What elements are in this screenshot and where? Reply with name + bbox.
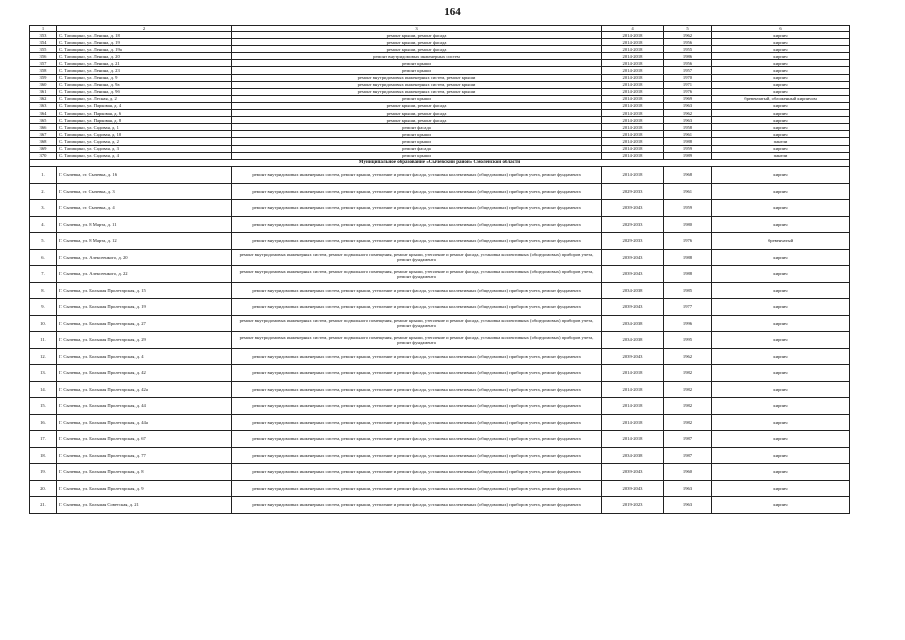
cell-work-list: ремонт крыши [232, 60, 602, 67]
cell-repair-period: 2039-2043 [602, 299, 664, 316]
cell-row-number: 6. [30, 249, 57, 266]
cell-row-number: 17. [30, 431, 57, 448]
cell-build-year: 1971 [664, 81, 712, 88]
cell-address: С. Тапищино, ул. Ленина, д. 21 [57, 60, 232, 67]
cell-work-list: ремонт внутридомовых инженерных систем, ремонт крыши, утепление и ремонт фасада, установка коллективных (общедомовых) приборов учета, ремонт фундамента [232, 233, 602, 250]
cell-row-number: 353 [30, 32, 57, 39]
cell-row-number: 9. [30, 299, 57, 316]
cell-repair-period: 2034-2038 [602, 315, 664, 332]
cell-build-year: 1986 [664, 53, 712, 60]
cell-work-list: ремонт внутридомовых инженерных систем, ремонт подвального помещения, ремонт крыши, утепление и ремонт фасада, установка коллективных (общедомовых) приборов учета, ремонт фундамента [232, 266, 602, 283]
cell-address: Г. Сычевка, ул. Большая Пролетарская, д. 42 [57, 365, 232, 382]
cell-address: С. Тапищино, ул. Ленина, д. 9б [57, 88, 232, 95]
cell-row-number: 11. [30, 332, 57, 349]
cell-repair-period: 2014-2018 [602, 39, 664, 46]
cell-address: С. Тапищино, ул. Садовая, д. 1 [57, 124, 232, 131]
cell-row-number: 360 [30, 81, 57, 88]
cell-address: С. Тапищино, ул. Ленина, д. 20 [57, 53, 232, 60]
cell-repair-period: 2014-2018 [602, 32, 664, 39]
cell-repair-period: 2014-2018 [602, 152, 664, 159]
cell-repair-period: 2014-2018 [602, 167, 664, 184]
table-row [30, 53, 850, 60]
cell-row-number: 13. [30, 365, 57, 382]
cell-address: С. Тапищино, ул. Парковая, д. 4 [57, 102, 232, 109]
table-row [30, 299, 850, 316]
table-row [30, 266, 850, 283]
cell-wall-material: кирпич [712, 53, 850, 60]
cell-row-number: 358 [30, 67, 57, 74]
cell-repair-period: 2014-2018 [602, 398, 664, 415]
cell-row-number: 363 [30, 102, 57, 109]
table-row [30, 431, 850, 448]
cell-wall-material: кирпич [712, 167, 850, 184]
cell-work-list: ремонт крыши [232, 152, 602, 159]
cell-row-number: 12. [30, 348, 57, 365]
cell-row-number: 10. [30, 315, 57, 332]
cell-address: С. Тапищино, ул. Ленина, д. 23 [57, 67, 232, 74]
cell-wall-material: кирпич [712, 145, 850, 152]
cell-address: Г. Сычевка, ул. Большая Пролетарская, д. 9 [57, 480, 232, 497]
cell-repair-period: 2014-2018 [602, 365, 664, 382]
cell-work-list: ремонт крыши, ремонт фасада [232, 110, 602, 117]
table-row [30, 74, 850, 81]
cell-address: Г. Сычевка, ул. Большая Пролетарская, д. 29 [57, 332, 232, 349]
cell-work-list: ремонт внутридомовых инженерных систем, ремонт крыши, утепление и ремонт фасада, установка коллективных (общедомовых) приборов учета, ремонт фундамента [232, 447, 602, 464]
cell-repair-period: 2014-2018 [602, 145, 664, 152]
cell-build-year: 1956 [664, 39, 712, 46]
cell-wall-material: кирпич [712, 365, 850, 382]
cell-work-list: ремонт крыши [232, 138, 602, 145]
cell-work-list: ремонт внутридомовых инженерных систем, ремонт крыши, утепление и ремонт фасада, установка коллективных (общедомовых) приборов учета, ремонт фундамента [232, 200, 602, 217]
cell-build-year: 1988 [664, 249, 712, 266]
cell-address: Г. Сычевка, ул. Большая Пролетарская, д. 27 [57, 315, 232, 332]
cell-build-year: 1987 [664, 431, 712, 448]
table-row [30, 167, 850, 184]
cell-repair-period: 2039-2043 [602, 480, 664, 497]
table-row [30, 110, 850, 117]
cell-work-list: ремонт крыши [232, 95, 602, 102]
cell-row-number: 20. [30, 480, 57, 497]
cell-build-year: 1977 [664, 299, 712, 316]
cell-wall-material: кирпич [712, 480, 850, 497]
cell-build-year: 1958 [664, 124, 712, 131]
cell-work-list: ремонт фасада [232, 145, 602, 152]
cell-wall-material: кирпич [712, 39, 850, 46]
cell-build-year: 1963 [664, 117, 712, 124]
cell-wall-material: 6 [712, 26, 850, 32]
cell-work-list: ремонт внутридомовых инженерных систем, ремонт крыши, утепление и ремонт фасада, установка коллективных (общедомовых) приборов учета, ремонт фундамента [232, 348, 602, 365]
cell-row-number: 365 [30, 117, 57, 124]
cell-row-number: 369 [30, 145, 57, 152]
cell-row-number: 355 [30, 46, 57, 53]
cell-row-number: 15. [30, 398, 57, 415]
cell-repair-period: 2034-2038 [602, 282, 664, 299]
table-row [30, 398, 850, 415]
table-row [30, 46, 850, 53]
cell-row-number: 364 [30, 110, 57, 117]
cell-wall-material: панели [712, 138, 850, 145]
cell-repair-period: 2014-2018 [602, 60, 664, 67]
cell-row-number: 2. [30, 183, 57, 200]
cell-work-list: ремонт внутридомовых инженерных систем, ремонт крыши, утепление и ремонт фасада, установка коллективных (общедомовых) приборов учета, ремонт фундамента [232, 282, 602, 299]
table-row [30, 39, 850, 46]
cell-work-list: ремонт внутридомовых инженерных систем, ремонт крыши, утепление и ремонт фасада, установка коллективных (общедомовых) приборов учета, ремонт фундамента [232, 497, 602, 514]
cell-wall-material: кирпич [712, 60, 850, 67]
cell-address: С. Тапищино, ул. Садовая, д. 4 [57, 152, 232, 159]
cell-build-year: 1976 [664, 233, 712, 250]
cell-work-list: ремонт крыши [232, 67, 602, 74]
cell-work-list: ремонт крыши, ремонт фасада [232, 46, 602, 53]
cell-row-number: 356 [30, 53, 57, 60]
cell-address: Г. Сычевка, ст. Сычевка, д. 4 [57, 200, 232, 217]
cell-work-list: ремонт крыши, ремонт фасада [232, 32, 602, 39]
cell-wall-material: кирпич [712, 102, 850, 109]
section-header-row [30, 159, 850, 167]
cell-wall-material: кирпич [712, 124, 850, 131]
cell-build-year: 1996 [664, 315, 712, 332]
table-row [30, 88, 850, 95]
table-row [30, 124, 850, 131]
cell-repair-period: 2039-2043 [602, 266, 664, 283]
cell-build-year: 1961 [664, 183, 712, 200]
cell-repair-period: 2019-2023 [602, 497, 664, 514]
table-row [30, 183, 850, 200]
registry-table [29, 25, 850, 514]
cell-repair-period: 2014-2018 [602, 74, 664, 81]
cell-row-number: 18. [30, 447, 57, 464]
cell-wall-material: кирпич [712, 200, 850, 217]
cell-address: Г. Сычевка, ул. 8 Марта, д. 11 [57, 216, 232, 233]
page-number: 164 [444, 6, 461, 18]
cell-address: Г. Сычевка, ул. Большая Советская, д. 21 [57, 497, 232, 514]
cell-row-number: 368 [30, 138, 57, 145]
cell-build-year: 1995 [664, 332, 712, 349]
cell-work-list: ремонт крыши, ремонт фасада [232, 39, 602, 46]
cell-work-list: ремонт внутридомовых инженерных систем, ремонт крыши, утепление и ремонт фасада, установка коллективных (общедомовых) приборов учета, ремонт фундамента [232, 167, 602, 184]
cell-build-year: 1955 [664, 46, 712, 53]
cell-repair-period: 2014-2018 [602, 95, 664, 102]
cell-row-number: 367 [30, 131, 57, 138]
cell-repair-period: 2039-2043 [602, 464, 664, 481]
cell-wall-material: кирпич [712, 131, 850, 138]
cell-wall-material: кирпич [712, 88, 850, 95]
cell-address: С. Тапищино, ул. Ленина, д. 9а [57, 81, 232, 88]
cell-address: С. Тапищино, ул. Садовая, д. 3 [57, 145, 232, 152]
table-row [30, 315, 850, 332]
cell-build-year: 1962 [664, 110, 712, 117]
cell-work-list: ремонт внутридомовых инженерных систем, ремонт крыши, утепление и ремонт фасада, установка коллективных (общедомовых) приборов учета, ремонт фундамента [232, 464, 602, 481]
cell-row-number: 357 [30, 60, 57, 67]
cell-row-number: 16. [30, 414, 57, 431]
cell-work-list: ремонт внутридомовых инженерных систем [232, 53, 602, 60]
cell-address: Г. Сычевка, ул. Большая Пролетарская, д. 44 [57, 398, 232, 415]
cell-wall-material: кирпич [712, 266, 850, 283]
cell-repair-period: 2034-2038 [602, 332, 664, 349]
cell-work-list: ремонт внутридомовых инженерных систем, ремонт подвального помещения, ремонт крыши, утепление и ремонт фасада, установка коллективных (общедомовых) приборов учета, ремонт фундамента [232, 249, 602, 266]
cell-row-number: 14. [30, 381, 57, 398]
cell-wall-material: кирпич [712, 414, 850, 431]
table-row [30, 138, 850, 145]
cell-row-number: 1 [30, 26, 57, 32]
table-row [30, 497, 850, 514]
cell-build-year: 1960 [664, 464, 712, 481]
table-row [30, 348, 850, 365]
cell-row-number: 8. [30, 282, 57, 299]
cell-build-year: 1963 [664, 102, 712, 109]
cell-wall-material: кирпич [712, 381, 850, 398]
table-row [30, 102, 850, 109]
cell-build-year: 1982 [664, 414, 712, 431]
cell-address: Г. Сычевка, ул. Большая Пролетарская, д. 19 [57, 299, 232, 316]
cell-build-year: 1982 [664, 381, 712, 398]
cell-build-year: 1976 [664, 88, 712, 95]
table-row [30, 365, 850, 382]
cell-wall-material: бревенчатый [712, 233, 850, 250]
cell-repair-period: 2014-2018 [602, 81, 664, 88]
table-row [30, 282, 850, 299]
cell-repair-period: 2039-2043 [602, 348, 664, 365]
cell-repair-period: 2014-2018 [602, 88, 664, 95]
cell-repair-period: 2014-2018 [602, 102, 664, 109]
cell-row-number: 21. [30, 497, 57, 514]
table-row [30, 249, 850, 266]
cell-wall-material: кирпич [712, 46, 850, 53]
cell-repair-period: 2014-2018 [602, 46, 664, 53]
table-row [30, 464, 850, 481]
cell-work-list: ремонт внутридомовых инженерных систем, ремонт крыши, утепление и ремонт фасада, установка коллективных (общедомовых) приборов учета, ремонт фундамента [232, 398, 602, 415]
cell-wall-material: кирпич [712, 497, 850, 514]
section-title: Муниципальное образование «Сычевский район» Смоленской области [30, 159, 850, 167]
cell-repair-period: 2029-2033 [602, 183, 664, 200]
cell-wall-material: кирпич [712, 81, 850, 88]
cell-repair-period: 2039-2043 [602, 200, 664, 217]
cell-address: С. Тапищино, ул. Ленина, д. 19а [57, 46, 232, 53]
cell-repair-period: 2014-2018 [602, 138, 664, 145]
cell-repair-period: 2034-2038 [602, 447, 664, 464]
cell-address: Г. Сычевка, ул. Алексеенкого, д. 22 [57, 266, 232, 283]
table-row [30, 447, 850, 464]
cell-work-list: ремонт фасада [232, 124, 602, 131]
cell-wall-material: кирпич [712, 249, 850, 266]
cell-build-year: 1968 [664, 167, 712, 184]
cell-repair-period: 2029-2033 [602, 216, 664, 233]
cell-build-year: 1989 [664, 152, 712, 159]
cell-wall-material: кирпич [712, 348, 850, 365]
cell-address: Г. Сычевка, ул. Большая Пролетарская, д. 15 [57, 282, 232, 299]
cell-row-number: 3. [30, 200, 57, 217]
cell-build-year: 1959 [664, 200, 712, 217]
cell-build-year: 1961 [664, 131, 712, 138]
cell-row-number: 362 [30, 95, 57, 102]
cell-build-year: 1982 [664, 365, 712, 382]
cell-repair-period: 2014-2018 [602, 117, 664, 124]
cell-address: 2 [57, 26, 232, 32]
table-row [30, 95, 850, 102]
cell-address: С. Тапищино, ул. Парковая, д. 8 [57, 117, 232, 124]
table-row [30, 81, 850, 88]
cell-row-number: 1. [30, 167, 57, 184]
cell-work-list: ремонт внутридомовых инженерных систем, ремонт крыши [232, 81, 602, 88]
cell-build-year: 1970 [664, 74, 712, 81]
cell-repair-period: 2014-2018 [602, 431, 664, 448]
cell-build-year: 5 [664, 26, 712, 32]
cell-wall-material: кирпич [712, 216, 850, 233]
cell-wall-material: кирпич [712, 32, 850, 39]
cell-row-number: 5. [30, 233, 57, 250]
cell-row-number: 354 [30, 39, 57, 46]
cell-work-list: ремонт внутридомовых инженерных систем, ремонт подвального помещения, ремонт крыши, утепление и ремонт фасада, установка коллективных (общедомовых) приборов учета, ремонт фундамента [232, 332, 602, 349]
cell-address: С. Тапищино, ул. Ленина, д. 19 [57, 39, 232, 46]
cell-wall-material: кирпич [712, 282, 850, 299]
table-row [30, 216, 850, 233]
cell-build-year: 1962 [664, 32, 712, 39]
cell-wall-material: кирпич [712, 183, 850, 200]
cell-address: С. Тапищино, ул. Садовая, д. 2 [57, 138, 232, 145]
cell-wall-material: кирпич [712, 315, 850, 332]
cell-wall-material: кирпич [712, 74, 850, 81]
table-row [30, 117, 850, 124]
cell-build-year: 1963 [664, 497, 712, 514]
cell-address: Г. Сычевка, ул. Большая Пролетарская, д. 42а [57, 381, 232, 398]
cell-address: С. Тапищино, ул. Парковая, д. 6 [57, 110, 232, 117]
cell-work-list: ремонт внутридомовых инженерных систем, ремонт крыши, утепление и ремонт фасада, установка коллективных (общедомовых) приборов учета, ремонт фундамента [232, 414, 602, 431]
cell-work-list: ремонт внутридомовых инженерных систем, ремонт крыши [232, 88, 602, 95]
cell-work-list: ремонт внутридомовых инженерных систем, ремонт крыши, утепление и ремонт фасада, установка коллективных (общедомовых) приборов учета, ремонт фундамента [232, 431, 602, 448]
table-row [30, 414, 850, 431]
cell-wall-material: кирпич [712, 332, 850, 349]
table-row [30, 131, 850, 138]
cell-address: С. Тапищино, ул. Лесная, д. 2 [57, 95, 232, 102]
cell-build-year: 1957 [664, 67, 712, 74]
cell-build-year: 1985 [664, 282, 712, 299]
cell-wall-material: кирпич [712, 398, 850, 415]
cell-address: Г. Сычевка, ст. Сычевка, д. 16 [57, 167, 232, 184]
cell-build-year: 1969 [664, 95, 712, 102]
cell-wall-material: кирпич [712, 299, 850, 316]
cell-repair-period: 2014-2018 [602, 414, 664, 431]
cell-work-list: ремонт крыши, ремонт фасада [232, 117, 602, 124]
cell-address: Г. Сычевка, ул. Алексеенкого, д. 20 [57, 249, 232, 266]
cell-address: Г. Сычевка, ул. Большая Пролетарская, д. 44а [57, 414, 232, 431]
table-row [30, 67, 850, 74]
cell-build-year: 1962 [664, 348, 712, 365]
cell-work-list: ремонт крыши, ремонт фасада [232, 102, 602, 109]
table-row [30, 200, 850, 217]
cell-wall-material: кирпич [712, 110, 850, 117]
cell-build-year: 1987 [664, 447, 712, 464]
cell-wall-material: бревенчатый, обложенный кирпичом [712, 95, 850, 102]
cell-build-year: 1980 [664, 216, 712, 233]
cell-repair-period: 2014-2018 [602, 381, 664, 398]
cell-address: С. Тапищино, ул. Садовая, д. 10 [57, 131, 232, 138]
cell-wall-material: панели [712, 152, 850, 159]
cell-address: Г. Сычевка, ст. Сычевка, д. 3 [57, 183, 232, 200]
cell-build-year: 1956 [664, 60, 712, 67]
cell-repair-period: 2039-2043 [602, 249, 664, 266]
cell-row-number: 7. [30, 266, 57, 283]
cell-repair-period: 2014-2018 [602, 110, 664, 117]
cell-address: Г. Сычевка, ул. Большая Пролетарская, д. 77 [57, 447, 232, 464]
cell-work-list: ремонт крыши [232, 131, 602, 138]
cell-wall-material: кирпич [712, 464, 850, 481]
table-row [30, 233, 850, 250]
cell-address: Г. Сычевка, ул. 8 Марта, д. 12 [57, 233, 232, 250]
cell-row-number: 370 [30, 152, 57, 159]
cell-repair-period: 2014-2018 [602, 53, 664, 60]
cell-row-number: 366 [30, 124, 57, 131]
cell-address: Г. Сычевка, ул. Большая Пролетарская, д. 4 [57, 348, 232, 365]
cell-work-list: ремонт внутридомовых инженерных систем, ремонт крыши, утепление и ремонт фасада, установка коллективных (общедомовых) приборов учета, ремонт фундамента [232, 480, 602, 497]
cell-address: С. Тапищино, ул. Ленина, д. 9 [57, 74, 232, 81]
cell-row-number: 19. [30, 464, 57, 481]
cell-build-year: 1959 [664, 145, 712, 152]
cell-work-list: ремонт внутридомовых инженерных систем, ремонт крыши, утепление и ремонт фасада, установка коллективных (общедомовых) приборов учета, ремонт фундамента [232, 216, 602, 233]
cell-work-list: ремонт внутридомовых инженерных систем, ремонт крыши, утепление и ремонт фасада, установка коллективных (общедомовых) приборов учета, ремонт фундамента [232, 183, 602, 200]
cell-work-list: ремонт внутридомовых инженерных систем, ремонт крыши, утепление и ремонт фасада, установка коллективных (общедомовых) приборов учета, ремонт фундамента [232, 365, 602, 382]
table-row [30, 60, 850, 67]
cell-address: Г. Сычевка, ул. Большая Пролетарская, д. 8 [57, 464, 232, 481]
cell-build-year: 1988 [664, 138, 712, 145]
cell-wall-material: кирпич [712, 431, 850, 448]
table-row [30, 145, 850, 152]
cell-address: Г. Сычевка, ул. Большая Пролетарская, д. 67 [57, 431, 232, 448]
cell-wall-material: кирпич [712, 117, 850, 124]
table-row [30, 32, 850, 39]
cell-repair-period: 2014-2018 [602, 124, 664, 131]
table-row [30, 480, 850, 497]
cell-build-year: 1982 [664, 398, 712, 415]
table-row [30, 152, 850, 159]
cell-row-number: 361 [30, 88, 57, 95]
cell-row-number: 359 [30, 74, 57, 81]
cell-address: С. Тапищино, ул. Ленина, д. 18 [57, 32, 232, 39]
cell-work-list: ремонт внутридомовых инженерных систем, ремонт крыши [232, 74, 602, 81]
cell-build-year: 1988 [664, 266, 712, 283]
cell-repair-period: 4 [602, 26, 664, 32]
cell-build-year: 1963 [664, 480, 712, 497]
cell-repair-period: 2014-2018 [602, 67, 664, 74]
cell-row-number: 4. [30, 216, 57, 233]
cell-repair-period: 2014-2018 [602, 131, 664, 138]
registry-table-body [30, 26, 850, 514]
cell-work-list: ремонт внутридомовых инженерных систем, ремонт подвального помещения, ремонт крыши, утепление и ремонт фасада, установка коллективных (общедомовых) приборов учета, ремонт фундамента [232, 315, 602, 332]
cell-wall-material: кирпич [712, 67, 850, 74]
cell-work-list: ремонт внутридомовых инженерных систем, ремонт крыши, утепление и ремонт фасада, установка коллективных (общедомовых) приборов учета, ремонт фундамента [232, 381, 602, 398]
table-row [30, 381, 850, 398]
cell-work-list: 3 [232, 26, 602, 32]
cell-wall-material: кирпич [712, 447, 850, 464]
cell-repair-period: 2029-2033 [602, 233, 664, 250]
table-row [30, 332, 850, 349]
cell-work-list: ремонт внутридомовых инженерных систем, ремонт крыши, утепление и ремонт фасада, установка коллективных (общедомовых) приборов учета, ремонт фундамента [232, 299, 602, 316]
